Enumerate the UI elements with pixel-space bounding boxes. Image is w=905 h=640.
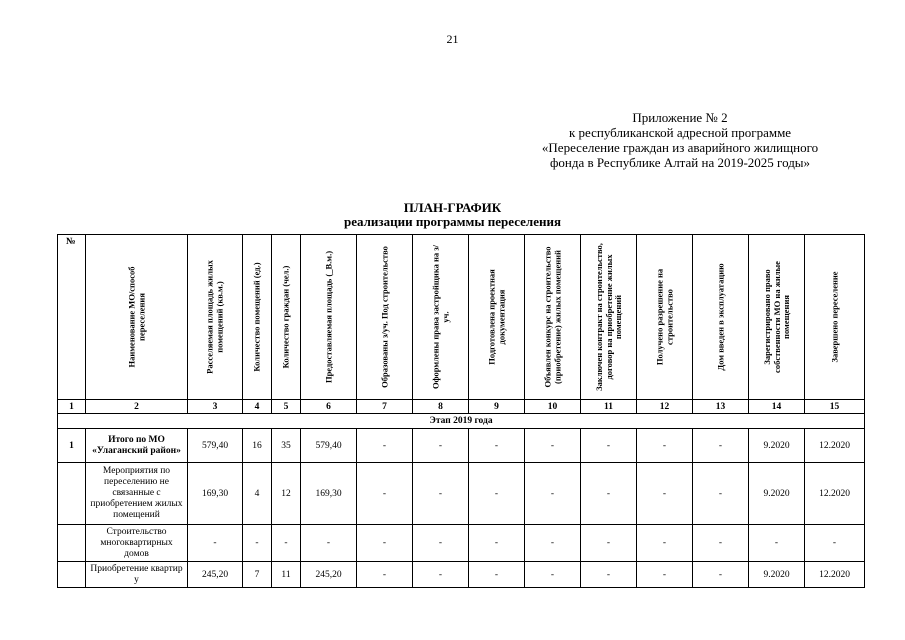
table-cell: - bbox=[413, 525, 469, 562]
column-number: 12 bbox=[637, 400, 693, 414]
plan-title bbox=[0, 201, 905, 229]
column-number: 9 bbox=[469, 400, 525, 414]
header-cell bbox=[525, 235, 581, 400]
row-number bbox=[58, 463, 86, 525]
header-cell bbox=[188, 235, 243, 400]
table-cell: 9.2020 bbox=[749, 562, 805, 588]
table-cell: - bbox=[637, 429, 693, 463]
table-cell: - bbox=[413, 429, 469, 463]
header-cell bbox=[413, 235, 469, 400]
table-cell: - bbox=[357, 429, 413, 463]
table-row bbox=[58, 429, 865, 463]
table-cell: - bbox=[301, 525, 357, 562]
row-number: 1 bbox=[58, 429, 86, 463]
table-cell: 245,20 bbox=[301, 562, 357, 588]
table-cell: - bbox=[693, 562, 749, 588]
method-name: Строительство многоквартирных домов bbox=[86, 525, 188, 562]
header-label: Заключен контракт на строительство, договор на приобретение жилых помещений bbox=[593, 243, 623, 391]
table-cell: - bbox=[749, 525, 805, 562]
header-label: Наименование МО/способ переселения bbox=[126, 266, 146, 368]
table-cell: - bbox=[581, 562, 637, 588]
column-number: 6 bbox=[301, 400, 357, 414]
table-cell: - bbox=[357, 525, 413, 562]
header-label: Предоставляемая площадь (_В.м.) bbox=[322, 250, 333, 384]
table-cell: - bbox=[581, 429, 637, 463]
table-cell: 9.2020 bbox=[749, 463, 805, 525]
column-number: 10 bbox=[525, 400, 581, 414]
header-cell bbox=[469, 235, 525, 400]
table-cell: - bbox=[357, 562, 413, 588]
appendix-line-4: фонда в Республике Алтай на 2019-2025 годы» bbox=[549, 155, 811, 170]
column-number: 8 bbox=[413, 400, 469, 414]
table-cell: - bbox=[272, 525, 301, 562]
table-cell: - bbox=[525, 429, 581, 463]
header-label: Дом введен в эксплуатацию bbox=[714, 263, 725, 371]
column-number: 2 bbox=[86, 400, 188, 414]
header-cell bbox=[86, 235, 188, 400]
header-label: Объявлен конкурс на строительство (приобретение) жилых помещений bbox=[542, 246, 562, 388]
header-cell bbox=[693, 235, 749, 400]
appendix-line-1: Приложение № 2 bbox=[632, 110, 728, 125]
plan-title-line-1: ПЛАН-ГРАФИК bbox=[403, 200, 502, 215]
table-cell: - bbox=[469, 525, 525, 562]
table-cell: 9.2020 bbox=[749, 429, 805, 463]
table-row bbox=[58, 562, 865, 588]
table-cell: - bbox=[469, 463, 525, 525]
table-cell: 169,30 bbox=[188, 463, 243, 525]
column-number: 14 bbox=[749, 400, 805, 414]
column-number: 4 bbox=[243, 400, 272, 414]
header-label: Завершено переселение bbox=[828, 271, 839, 363]
table-cell: - bbox=[413, 463, 469, 525]
table-cell: 35 bbox=[272, 429, 301, 463]
column-number-row bbox=[58, 400, 865, 414]
header-label: Подготовлена проектная документация bbox=[486, 269, 506, 365]
header-label: Зарегистрировано право собственности МО на жилые помещения bbox=[761, 261, 791, 373]
table-cell: - bbox=[525, 562, 581, 588]
header-cell bbox=[243, 235, 272, 400]
header-cell: № bbox=[58, 235, 86, 400]
header-cell bbox=[301, 235, 357, 400]
table-cell: 12 bbox=[272, 463, 301, 525]
column-number: 13 bbox=[693, 400, 749, 414]
column-number: 3 bbox=[188, 400, 243, 414]
row-number bbox=[58, 525, 86, 562]
table-cell: - bbox=[805, 525, 865, 562]
header-label: Количество граждан (чел.) bbox=[280, 265, 291, 369]
row-number bbox=[58, 562, 86, 588]
method-name: Мероприятия по переселению не связанные с приобретением жилых помещений bbox=[86, 463, 188, 525]
table-cell: 7 bbox=[243, 562, 272, 588]
header-cell bbox=[637, 235, 693, 400]
table-cell: 16 bbox=[243, 429, 272, 463]
table-cell: - bbox=[525, 525, 581, 562]
table-cell: - bbox=[693, 525, 749, 562]
plan-title-line-2: реализации программы переселения bbox=[343, 214, 561, 229]
table-cell: - bbox=[469, 429, 525, 463]
table-cell: 4 bbox=[243, 463, 272, 525]
table-cell: 12.2020 bbox=[805, 562, 865, 588]
table-row bbox=[58, 525, 865, 562]
stage-row bbox=[58, 414, 865, 429]
table-row bbox=[58, 463, 865, 525]
table-cell: - bbox=[693, 463, 749, 525]
appendix-line-3: «Переселение граждан из аварийного жилищного bbox=[541, 140, 819, 155]
method-name: Приобретение квартир у bbox=[86, 562, 188, 588]
table-cell: - bbox=[413, 562, 469, 588]
table-cell: 579,40 bbox=[188, 429, 243, 463]
appendix-line-2: к республиканской адресной программе bbox=[568, 125, 792, 140]
table-cell: 12.2020 bbox=[805, 463, 865, 525]
header-cell bbox=[357, 235, 413, 400]
column-number: 7 bbox=[357, 400, 413, 414]
table-cell: 245,20 bbox=[188, 562, 243, 588]
stage-label: Этап 2019 года bbox=[58, 414, 865, 429]
table-cell: 579,40 bbox=[301, 429, 357, 463]
table-cell: 12.2020 bbox=[805, 429, 865, 463]
column-number: 11 bbox=[581, 400, 637, 414]
table-cell: - bbox=[357, 463, 413, 525]
table-cell: - bbox=[693, 429, 749, 463]
header-label: Количество помещений (ед.) bbox=[251, 262, 262, 372]
table-cell: - bbox=[469, 562, 525, 588]
page-number: 21 bbox=[446, 32, 459, 46]
table-cell: - bbox=[581, 463, 637, 525]
table-cell: - bbox=[581, 525, 637, 562]
table-cell: - bbox=[637, 463, 693, 525]
table-cell: - bbox=[525, 463, 581, 525]
table-cell: 169,30 bbox=[301, 463, 357, 525]
header-row bbox=[58, 235, 865, 400]
column-number: 1 bbox=[58, 400, 86, 414]
header-label: Оформлены права застройщика на з/уч. bbox=[430, 244, 450, 390]
header-cell bbox=[581, 235, 637, 400]
header-cell bbox=[805, 235, 865, 400]
table-cell: - bbox=[243, 525, 272, 562]
header-cell bbox=[749, 235, 805, 400]
table-cell: - bbox=[637, 525, 693, 562]
table-cell: 11 bbox=[272, 562, 301, 588]
appendix-block bbox=[470, 110, 890, 170]
header-label: Образованы з/уч. Под строительство bbox=[378, 246, 389, 388]
column-number: 5 bbox=[272, 400, 301, 414]
table-cell: - bbox=[637, 562, 693, 588]
header-label: Расселяемая площадь жилых помещений (кв.м.) bbox=[204, 260, 224, 374]
header-cell bbox=[272, 235, 301, 400]
column-number: 15 bbox=[805, 400, 865, 414]
schedule-table bbox=[57, 234, 865, 588]
header-label: Получено разрешение на строительство bbox=[654, 268, 674, 366]
table-cell: - bbox=[188, 525, 243, 562]
mo-name: Итого по МО «Улаганский район» bbox=[86, 429, 188, 463]
